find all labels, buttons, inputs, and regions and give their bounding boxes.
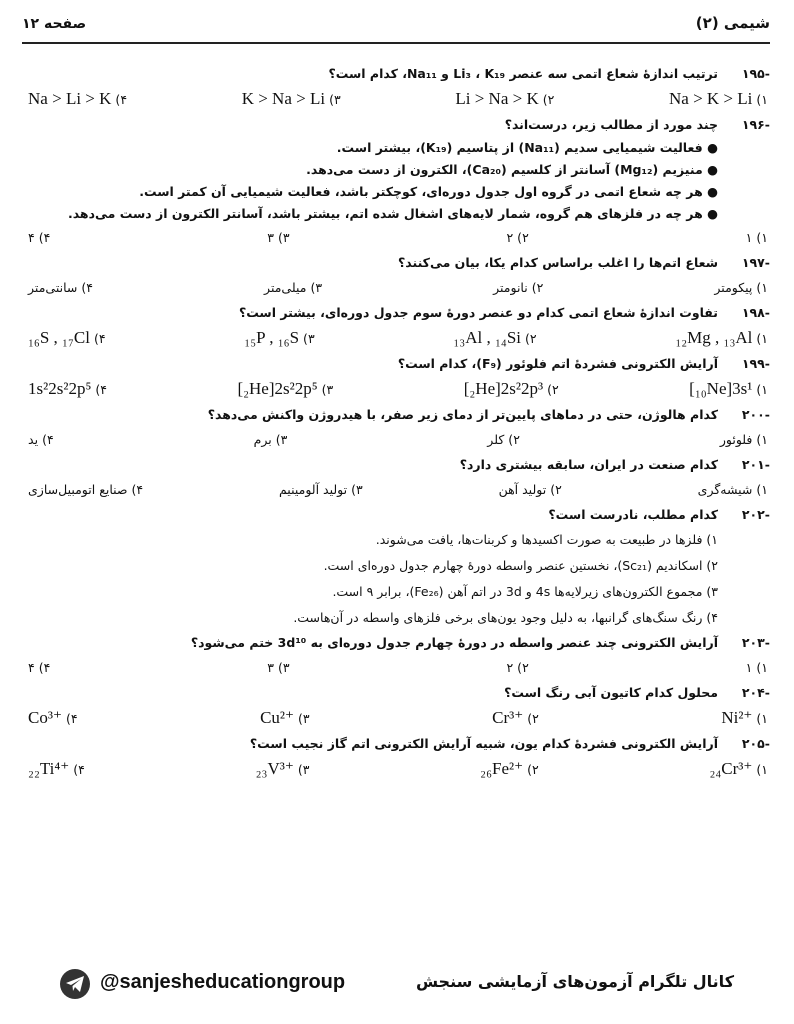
option-2[interactable]: ۲) اسکاندیم (Sc₂₁)، نخستین عنصر واسطه دورهٔ چهارم جدول دوره‌ای است.: [323, 558, 718, 573]
option-1[interactable]: ۱)[₁₀Ne]3s¹: [689, 379, 768, 398]
option-3[interactable]: ۳)۳: [267, 230, 290, 245]
options: [22, 275, 770, 301]
question-number: -۲۰۴: [741, 685, 770, 700]
option-4[interactable]: ۴)ید: [28, 432, 54, 447]
telegram-handle-link[interactable]: @sanjesheducationgroup: [100, 971, 346, 993]
question-text: کدام مطلب، نادرست است؟: [548, 507, 718, 522]
statement: ● فعالیت شیمیایی سدیم (Na₁₁) از پتاسیم (K₁₉)، بیشتر است.: [336, 140, 718, 155]
question-number: -۱۹۵: [741, 66, 770, 81]
question-text: آرایش الکترونی فشردهٔ اتم فلوئور (F₉)، کدام است؟: [397, 356, 718, 371]
question-201: [22, 453, 770, 503]
question-195: [22, 62, 770, 113]
question-text: تفاوت اندازهٔ شعاع اتمی کدام دو عنصر دورهٔ سوم جدول دوره‌ای، بیشتر است؟: [238, 305, 718, 320]
option-3[interactable]: ۳)₁₅P , ₁₆S: [244, 328, 315, 347]
question-number: -۲۰۵: [741, 736, 770, 751]
option-4[interactable]: ۴)۴: [28, 660, 51, 675]
option-1[interactable]: ۱)₂₄Cr³⁺: [709, 759, 768, 778]
option-1[interactable]: ۱)Na > K > Li: [669, 89, 768, 108]
statement: ● منیزیم (Mg₁₂) آسانتر از کلسیم (Ca₂₀)، الکترون از دست می‌دهد.: [306, 162, 718, 177]
options: [22, 376, 770, 403]
question-text: چند مورد از مطالب زیر، درست‌اند؟: [504, 117, 718, 132]
option-2[interactable]: ۲)۲: [506, 660, 529, 675]
question-text: محلول کدام کاتیون آبی رنگ است؟: [504, 685, 718, 700]
question-number: -۱۹۶: [741, 117, 770, 132]
option-1[interactable]: ۱)Ni²⁺: [721, 708, 768, 727]
telegram-icon[interactable]: [60, 969, 90, 999]
page-footer: [60, 966, 734, 1002]
option-3[interactable]: ۳)تولید آلومینیم: [278, 482, 363, 497]
page-header: [22, 12, 770, 40]
statement: ● هر چه شعاع اتمی در گروه اول جدول دوره‌ای، کوچکتر باشد، فعالیت شیمیایی آن کمتر است.: [139, 184, 718, 199]
option-2[interactable]: ۲)Cr³⁺: [492, 708, 539, 727]
option-3[interactable]: ۳) مجموع الکترون‌های زیرلایه‌ها 4s و 3d در اتم آهن (Fe₂₆)، برابر ۹ است.: [332, 584, 718, 599]
options: [22, 477, 770, 503]
question-number: -۱۹۷: [741, 255, 770, 270]
option-1[interactable]: ۱)شیشه‌گری: [697, 482, 768, 497]
option-2[interactable]: ۲)۲: [506, 230, 529, 245]
option-1[interactable]: ۱)پیکومتر: [714, 280, 768, 295]
option-3[interactable]: ۳)₂₃V³⁺: [255, 759, 310, 778]
options: [22, 527, 770, 631]
question-text: ترتیب اندازهٔ شعاع اتمی سه عنصر Li₃ ، K₁₉ و Na₁₁، کدام است؟: [328, 66, 718, 81]
option-3[interactable]: ۳)[₂He]2s²2p⁵: [237, 379, 334, 398]
question-200: [22, 403, 770, 453]
channel-caption: کانال تلگرام آزمون‌های آزمایشی سنجش: [415, 972, 734, 991]
option-2[interactable]: ۲)₂₆Fe²⁺: [480, 759, 539, 778]
option-4[interactable]: ۴)۴: [28, 230, 51, 245]
option-1[interactable]: ۱)₁₂Mg , ₁₃Al: [675, 328, 768, 347]
question-text: کدام صنعت در ایران، سابقه بیشتری دارد؟: [459, 457, 718, 472]
question-number: -۲۰۱: [741, 457, 770, 472]
question-number: -۱۹۸: [741, 305, 770, 320]
option-1[interactable]: ۱)فلوئور: [719, 432, 768, 447]
question-199: [22, 352, 770, 403]
options: [22, 655, 770, 681]
question-number: -۲۰۲: [741, 507, 770, 522]
option-1[interactable]: ۱) فلزها در طبیعت به صورت اکسیدها و کربنات‌ها، یافت می‌شوند.: [375, 532, 718, 547]
statement: ● هر چه در فلزهای هم گروه، شمار لایه‌های اشغال شده اتم، بیشتر باشد، آسانتر الکترون از دست می‌دهد.: [67, 206, 718, 221]
question-205: [22, 732, 770, 783]
options: [22, 86, 770, 113]
options: [22, 705, 770, 732]
question-204: [22, 681, 770, 732]
question-196: [22, 113, 770, 251]
option-2[interactable]: ۲)[₂He]2s²2p³: [463, 379, 559, 398]
question-text: شعاع اتم‌ها را اغلب براساس کدام یکا، بیان می‌کنند؟: [398, 255, 718, 270]
question-202: [22, 503, 770, 631]
options: [22, 427, 770, 453]
option-4[interactable]: ۴) رنگ سنگ‌های گرانبها، به دلیل وجود یون‌های برخی فلزهای واسطه در آن‌هاست.: [293, 610, 718, 625]
options: [22, 756, 770, 783]
question-203: [22, 631, 770, 681]
question-text: آرایش الکترونی فشردهٔ کدام یون، شبیه آرایش الکترونی اتم گاز نجیب است؟: [249, 736, 718, 751]
option-2[interactable]: ۲)تولید آهن: [498, 482, 562, 497]
option-1[interactable]: ۱)۱: [745, 230, 768, 245]
option-4[interactable]: ۴)Na > Li > K: [28, 89, 128, 108]
option-4[interactable]: ۴)₂₂Ti⁴⁺: [28, 759, 85, 778]
option-4[interactable]: ۴)Co³⁺: [28, 708, 78, 727]
question-text: کدام هالوژن، حتی در دماهای پایین‌تر از دمای زیر صفر، با هیدروژن واکنش می‌دهد؟: [207, 407, 718, 422]
option-3[interactable]: ۳)Cu²⁺: [260, 708, 310, 727]
question-197: [22, 251, 770, 301]
header-divider: [22, 42, 770, 44]
option-4[interactable]: ۴)₁₆S , ₁₇Cl: [28, 328, 106, 347]
option-2[interactable]: ۲)نانومتر: [493, 280, 544, 295]
statements: [22, 137, 770, 225]
subject-title: شیمی (۲): [695, 14, 770, 32]
option-4[interactable]: ۴)سانتی‌متر: [28, 280, 93, 295]
question-text: آرایش الکترونی چند عنصر واسطه در دورهٔ چهارم جدول دوره‌ای به 3d¹⁰ ختم می‌شود؟: [190, 635, 718, 650]
option-2[interactable]: ۲)₁₃Al , ₁₄Si: [453, 328, 537, 347]
options: [22, 325, 770, 352]
option-3[interactable]: ۳)میلی‌متر: [264, 280, 323, 295]
question-198: [22, 301, 770, 352]
option-2[interactable]: ۲)کلر: [487, 432, 520, 447]
option-4[interactable]: ۴)1s²2s²2p⁵: [28, 379, 107, 398]
options: [22, 225, 770, 251]
option-1[interactable]: ۱)۱: [745, 660, 768, 675]
option-3[interactable]: ۳)۳: [267, 660, 290, 675]
question-number: -۲۰۰: [741, 407, 770, 422]
questions-list: [22, 62, 770, 783]
option-3[interactable]: ۳)برم: [253, 432, 288, 447]
page-number: صفحه ۱۲: [22, 16, 87, 32]
option-3[interactable]: ۳)K > Na > Li: [241, 89, 341, 108]
question-number: -۱۹۹: [741, 356, 770, 371]
option-4[interactable]: ۴)صنایع اتومبیل‌سازی: [28, 482, 144, 497]
question-number: -۲۰۳: [741, 635, 770, 650]
option-2[interactable]: ۲)Li > Na > K: [455, 89, 555, 108]
